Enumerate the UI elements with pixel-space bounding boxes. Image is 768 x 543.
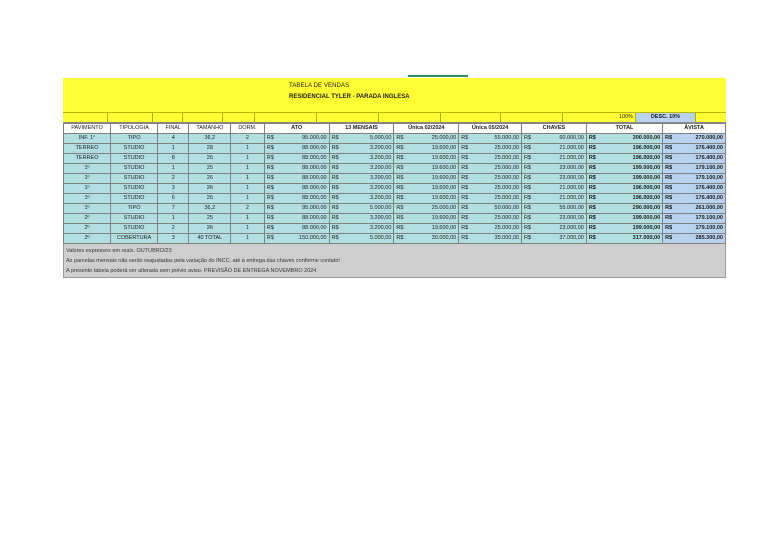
cell-final: 6 (158, 194, 189, 204)
currency-symbol: R$ (329, 134, 341, 144)
cell-dorm: 1 (231, 184, 264, 194)
cell-pavimento: TERREO (64, 144, 111, 154)
cell-mensais: 3.200,00 (341, 144, 394, 154)
currency-symbol: R$ (459, 144, 471, 154)
col-header-unica-02: Única 02/2024 (394, 124, 459, 134)
note-line: A presente tabela poderá ser alterada sem prévio aviso. PREVISÃO DE ENTREGA NOVEMBRO 2024 (66, 268, 317, 274)
cell-ato: 150.000,00 (276, 234, 329, 244)
currency-symbol: R$ (521, 184, 533, 194)
cell-dorm: 1 (231, 214, 264, 224)
cell-mensais: 5.000,00 (341, 234, 394, 244)
cell-final: 1 (158, 164, 189, 174)
cell-tipologia: STUDIO (111, 154, 158, 164)
currency-symbol: R$ (264, 214, 276, 224)
table-header-row (64, 124, 726, 134)
col-header-dorm: DORM. (231, 124, 264, 134)
currency-symbol: R$ (394, 134, 406, 144)
cell-pavimento: 1º (64, 194, 111, 204)
currency-symbol: R$ (329, 184, 341, 194)
cell-chaves: 23.000,00 (533, 174, 586, 184)
currency-symbol: R$ (663, 224, 675, 234)
currency-symbol: R$ (521, 194, 533, 204)
cell-u2: 25.000,00 (470, 224, 521, 234)
cell-mensais: 3.200,00 (341, 174, 394, 184)
table-row (64, 214, 726, 224)
cell-u2: 35.000,00 (470, 234, 521, 244)
cell-final: 8 (158, 154, 189, 164)
currency-symbol: R$ (264, 154, 276, 164)
cell-u2: 25.000,00 (470, 214, 521, 224)
cell-chaves: 21.000,00 (533, 144, 586, 154)
cell-mensais: 3.200,00 (341, 184, 394, 194)
currency-symbol: R$ (521, 164, 533, 174)
currency-symbol: R$ (521, 204, 533, 214)
selected-cell-indicator (408, 75, 468, 77)
currency-symbol: R$ (586, 174, 598, 184)
cell-mensais: 3.200,00 (341, 194, 394, 204)
cell-pavimento: INF. 1° (64, 134, 111, 144)
col-header-ato: ATO (264, 124, 329, 134)
currency-symbol: R$ (264, 204, 276, 214)
percent-strip (63, 113, 726, 123)
cell-total: 199.000,00 (598, 224, 663, 234)
cell-u1: 25.000,00 (405, 134, 458, 144)
cell-mensais: 5.000,00 (341, 204, 394, 214)
table-row (64, 224, 726, 234)
cell-dorm: 1 (231, 224, 264, 234)
cell-tamanho: 26 (189, 194, 231, 204)
currency-symbol: R$ (459, 214, 471, 224)
currency-symbol: R$ (394, 144, 406, 154)
currency-symbol: R$ (521, 154, 533, 164)
currency-symbol: R$ (663, 204, 675, 214)
currency-symbol: R$ (521, 144, 533, 154)
table-row (64, 184, 726, 194)
cell-u1: 19.600,00 (405, 174, 458, 184)
cell-u2: 25.000,00 (470, 164, 521, 174)
cell-ato: 88.000,00 (276, 154, 329, 164)
cell-avista: 179.100,00 (674, 224, 725, 234)
currency-symbol: R$ (586, 154, 598, 164)
cell-dorm: 1 (231, 164, 264, 174)
cell-mensais: 3.200,00 (341, 164, 394, 174)
cell-pavimento: 1º (64, 204, 111, 214)
currency-symbol: R$ (586, 144, 598, 154)
cell-tamanho: 36,2 (189, 204, 231, 214)
currency-symbol: R$ (329, 204, 341, 214)
col-header-unica-05: Única 05/2024 (459, 124, 522, 134)
cell-pavimento: 1º (64, 164, 111, 174)
cell-ato: 95.000,00 (276, 134, 329, 144)
col-header-chaves: CHAVES (521, 124, 586, 134)
currency-symbol: R$ (663, 144, 675, 154)
cell-avista: 176.400,00 (674, 194, 725, 204)
cell-mensais: 3.200,00 (341, 224, 394, 234)
cell-avista: 285.300,00 (674, 234, 725, 244)
table-row (64, 154, 726, 164)
cell-u1: 19.600,00 (405, 154, 458, 164)
cell-chaves: 21.000,00 (533, 184, 586, 194)
currency-symbol: R$ (264, 234, 276, 244)
currency-symbol: R$ (663, 194, 675, 204)
currency-symbol: R$ (663, 184, 675, 194)
cell-tamanho: 26 (189, 154, 231, 164)
currency-symbol: R$ (459, 234, 471, 244)
currency-symbol: R$ (264, 184, 276, 194)
cell-chaves: 23.000,00 (533, 164, 586, 174)
price-table-sheet (63, 78, 726, 278)
cell-tamanho: 26 (189, 224, 231, 234)
currency-symbol: R$ (329, 194, 341, 204)
cell-avista: 179.100,00 (674, 164, 725, 174)
cell-tamanho: 25 (189, 164, 231, 174)
currency-symbol: R$ (521, 174, 533, 184)
cell-ato: 88.000,00 (276, 224, 329, 234)
cell-avista: 176.400,00 (674, 144, 725, 154)
currency-symbol: R$ (586, 204, 598, 214)
table-row (64, 134, 726, 144)
cell-tamanho: 28 (189, 144, 231, 154)
cell-tipologia: STUDIO (111, 144, 158, 154)
cell-ato: 88.000,00 (276, 184, 329, 194)
currency-symbol: R$ (394, 174, 406, 184)
cell-avista: 176.400,00 (674, 154, 725, 164)
currency-symbol: R$ (394, 214, 406, 224)
cell-u2: 25.000,00 (470, 154, 521, 164)
cell-pavimento: 2º (64, 224, 111, 234)
table-title: TABELA DE VENDAS (289, 83, 350, 89)
col-header-total: TOTAL (586, 124, 662, 134)
table-row (64, 174, 726, 184)
cell-tipologia: STUDIO (111, 214, 158, 224)
cell-tamanho: 36,2 (189, 134, 231, 144)
cell-avista: 176.400,00 (674, 184, 725, 194)
cell-ato: 88.000,00 (276, 214, 329, 224)
cell-final: 2 (158, 224, 189, 234)
cell-u1: 19.600,00 (405, 184, 458, 194)
cell-total: 196.000,00 (598, 184, 663, 194)
col-header-avista: ÀVISTA (663, 124, 726, 134)
cell-chaves: 21.000,00 (533, 154, 586, 164)
cell-total: 196.000,00 (598, 144, 663, 154)
currency-symbol: R$ (394, 194, 406, 204)
cell-chaves: 23.000,00 (533, 214, 586, 224)
cell-tipologia: STUDIO (111, 194, 158, 204)
cell-final: 3 (158, 234, 189, 244)
cell-tipologia: TIPO (111, 204, 158, 214)
cell-u2: 25.000,00 (470, 194, 521, 204)
table-subtitle: RESIDENCIAL TYLER - PARADA INGLESA (289, 94, 410, 100)
cell-u1: 19.600,00 (405, 194, 458, 204)
cell-u1: 30.000,00 (405, 234, 458, 244)
table-row (64, 144, 726, 154)
cell-dorm: 1 (231, 154, 264, 164)
currency-symbol: R$ (663, 214, 675, 224)
cell-total: 199.000,00 (598, 214, 663, 224)
currency-symbol: R$ (329, 214, 341, 224)
cell-final: 3 (158, 184, 189, 194)
cell-chaves: 55.000,00 (533, 204, 586, 214)
cell-tipologia: STUDIO (111, 224, 158, 234)
currency-symbol: R$ (459, 224, 471, 234)
currency-symbol: R$ (264, 134, 276, 144)
cell-total: 199.000,00 (598, 174, 663, 184)
currency-symbol: R$ (459, 154, 471, 164)
currency-symbol: R$ (459, 204, 471, 214)
cell-u1: 25.000,00 (405, 204, 458, 214)
note-line: Valores expressos em reais. OUTUBRO/23 (66, 248, 172, 254)
currency-symbol: R$ (264, 194, 276, 204)
price-table (63, 123, 726, 244)
cell-ato: 95.000,00 (276, 204, 329, 214)
currency-symbol: R$ (663, 134, 675, 144)
cell-chaves: 21.000,00 (533, 194, 586, 204)
currency-symbol: R$ (329, 154, 341, 164)
currency-symbol: R$ (521, 134, 533, 144)
currency-symbol: R$ (459, 164, 471, 174)
currency-symbol: R$ (264, 224, 276, 234)
cell-u2: 50.000,00 (470, 204, 521, 214)
currency-symbol: R$ (586, 134, 598, 144)
cell-tamanho: 26 (189, 184, 231, 194)
currency-symbol: R$ (586, 184, 598, 194)
currency-symbol: R$ (586, 164, 598, 174)
currency-symbol: R$ (329, 174, 341, 184)
currency-symbol: R$ (329, 234, 341, 244)
cell-chaves: 60.000,00 (533, 134, 586, 144)
currency-symbol: R$ (264, 174, 276, 184)
cell-total: 196.000,00 (598, 154, 663, 164)
percent-label: 100% (563, 113, 636, 122)
currency-symbol: R$ (394, 154, 406, 164)
table-row (64, 164, 726, 174)
cell-total: 199.000,00 (598, 164, 663, 174)
currency-symbol: R$ (264, 144, 276, 154)
cell-total: 196.000,00 (598, 194, 663, 204)
cell-u2: 25.000,00 (470, 144, 521, 154)
cell-tipologia: STUDIO (111, 184, 158, 194)
currency-symbol: R$ (394, 224, 406, 234)
cell-total: 317.000,00 (598, 234, 663, 244)
cell-u1: 19.600,00 (405, 144, 458, 154)
currency-symbol: R$ (459, 194, 471, 204)
currency-symbol: R$ (663, 154, 675, 164)
currency-symbol: R$ (459, 134, 471, 144)
cell-final: 2 (158, 174, 189, 184)
col-header-tipologia: TIPOLOGIA (111, 124, 158, 134)
cell-pavimento: 2º (64, 214, 111, 224)
cell-pavimento: 1º (64, 184, 111, 194)
cell-tamanho: 25 (189, 214, 231, 224)
cell-tamanho: 40 TOTAL (189, 234, 231, 244)
cell-avista: 261.000,00 (674, 204, 725, 214)
cell-u2: 55.000,00 (470, 134, 521, 144)
cell-chaves: 23.000,00 (533, 224, 586, 234)
cell-u1: 19.600,00 (405, 224, 458, 234)
currency-symbol: R$ (329, 164, 341, 174)
cell-avista: 179.100,00 (674, 174, 725, 184)
note-line: As parcelas mensais não serão reajustadas pela variação do INCC, até a entrega das chaves conforme contato! (66, 258, 340, 264)
cell-tipologia: TIPO (111, 134, 158, 144)
cell-mensais: 5.000,00 (341, 134, 394, 144)
cell-mensais: 3.200,00 (341, 214, 394, 224)
cell-dorm: 1 (231, 144, 264, 154)
cell-dorm: 2 (231, 134, 264, 144)
currency-symbol: R$ (586, 214, 598, 224)
currency-symbol: R$ (521, 224, 533, 234)
currency-symbol: R$ (663, 234, 675, 244)
cell-dorm: 1 (231, 174, 264, 184)
currency-symbol: R$ (264, 164, 276, 174)
currency-symbol: R$ (459, 184, 471, 194)
cell-total: 290.000,00 (598, 204, 663, 214)
cell-dorm: 1 (231, 194, 264, 204)
col-header-tamanho: TAMANHO (189, 124, 231, 134)
currency-symbol: R$ (663, 164, 675, 174)
cell-avista: 179.100,00 (674, 214, 725, 224)
cell-final: 1 (158, 214, 189, 224)
cell-tamanho: 26 (189, 174, 231, 184)
cell-dorm: 1 (231, 234, 264, 244)
notes-block (63, 244, 726, 278)
cell-ato: 88.000,00 (276, 164, 329, 174)
cell-u1: 19.600,00 (405, 164, 458, 174)
cell-pavimento: TERREO (64, 154, 111, 164)
cell-final: 7 (158, 204, 189, 214)
currency-symbol: R$ (329, 144, 341, 154)
cell-avista: 270.000,00 (674, 134, 725, 144)
cell-mensais: 3.200,00 (341, 154, 394, 164)
currency-symbol: R$ (586, 234, 598, 244)
discount-label: DESC. 10% (636, 113, 696, 122)
currency-symbol: R$ (586, 194, 598, 204)
cell-tipologia: STUDIO (111, 174, 158, 184)
cell-chaves: 37.000,00 (533, 234, 586, 244)
table-row (64, 194, 726, 204)
currency-symbol: R$ (394, 204, 406, 214)
col-header-mensais: 13 MENSAIS (329, 124, 394, 134)
currency-symbol: R$ (394, 184, 406, 194)
currency-symbol: R$ (521, 234, 533, 244)
currency-symbol: R$ (663, 174, 675, 184)
table-row (64, 204, 726, 214)
currency-symbol: R$ (394, 164, 406, 174)
col-header-final: FINAL (158, 124, 189, 134)
cell-final: 1 (158, 144, 189, 154)
currency-symbol: R$ (521, 214, 533, 224)
table-row (64, 234, 726, 244)
cell-u1: 19.600,00 (405, 214, 458, 224)
currency-symbol: R$ (394, 234, 406, 244)
cell-pavimento: 1º (64, 174, 111, 184)
cell-tipologia: STUDIO (111, 164, 158, 174)
cell-dorm: 2 (231, 204, 264, 214)
cell-u2: 25.000,00 (470, 184, 521, 194)
currency-symbol: R$ (586, 224, 598, 234)
cell-final: 4 (158, 134, 189, 144)
cell-ato: 88.000,00 (276, 144, 329, 154)
cell-ato: 88.000,00 (276, 174, 329, 184)
currency-symbol: R$ (459, 174, 471, 184)
col-header-pavimento: PAVIMENTO (64, 124, 111, 134)
cell-tipologia: COBERTURA (111, 234, 158, 244)
title-banner (63, 78, 726, 113)
cell-ato: 88.000,00 (276, 194, 329, 204)
currency-symbol: R$ (329, 224, 341, 234)
cell-pavimento: 2º (64, 234, 111, 244)
cell-total: 300.000,00 (598, 134, 663, 144)
cell-u2: 25.000,00 (470, 174, 521, 184)
